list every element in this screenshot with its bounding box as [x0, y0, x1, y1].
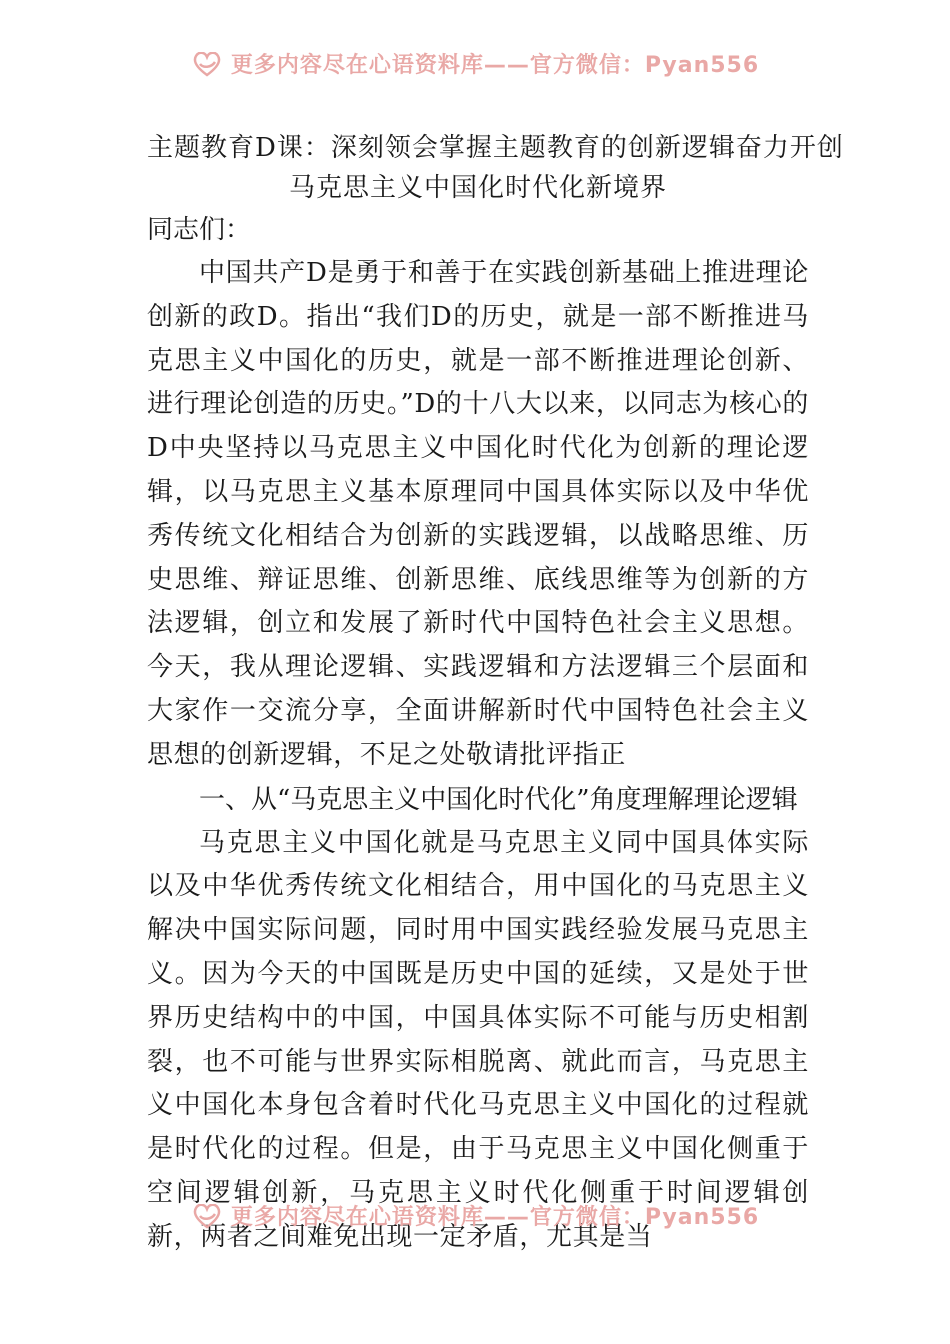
heart-logo-icon [191, 52, 223, 78]
document-title-line-1: 主题教育D课：深刻领会掌握主题教育的创新逻辑奋力开创 [147, 133, 844, 163]
document-body [147, 128, 844, 1260]
footer-watermark [0, 1204, 950, 1244]
heart-logo-icon [191, 1204, 223, 1230]
header-watermark [0, 52, 950, 92]
paragraph-intro: 中国共产D是勇于和善于在实践创新基础上推进理论创新的政D。指出“我们D的历史，就是一部不断推进马克思主义中国化的历史，就是一部不断推进理论创新、进行理论创造的历史。”D的十八大以来，以同志为核心的D中央坚持以马克思主义中国化时代化为创新的理论逻辑，以马克思主义基本原理同中国具体实际以及中华优秀传统文化相结合为创新的实践逻辑，以战略思维、历史思维、辩证思维、创新思维、底线思维等为创新的方法逻辑，创立和发展了新时代中国特色社会主义思想。今天，我从理论逻辑、实践逻辑和方法逻辑三个层面和大家作一交流分享，全面讲解新时代中国特色社会主义思想的创新逻辑，不足之处敬请批评指正 [147, 258, 809, 770]
salutation: 同志们： [147, 215, 252, 245]
section-heading-1: 一、从“马克思主义中国化时代化”角度理解理论逻辑 [199, 784, 798, 815]
watermark-text: 更多内容尽在心语资料库——官方微信：Pyan556 [230, 1204, 760, 1230]
document-title-line-2: 马克思主义中国化时代化新境界 [288, 173, 667, 203]
watermark-text: 更多内容尽在心语资料库——官方微信：Pyan556 [230, 52, 760, 78]
paragraph-section-1: 马克思主义中国化就是马克思主义同中国具体实际以及中华优秀传统文化相结合，用中国化的马克思主义解决中国实际问题，同时用中国实践经验发展马克思主义。因为今天的中国既是历史中国的延续，又是处于世界历史结构中的中国，中国具体实际不可能与历史相割裂，也不可能与世界实际相脱离、就此而言，马克思主义中国化本身包含着时代化马克思主义中国化的过程就是时代化的过程。但是，由于马克思主义中国化侧重于空间逻辑创新，马克思主义时代化侧重于时间逻辑创新，两者之间难免出现一定矛盾，尤其是当 [147, 827, 809, 1252]
